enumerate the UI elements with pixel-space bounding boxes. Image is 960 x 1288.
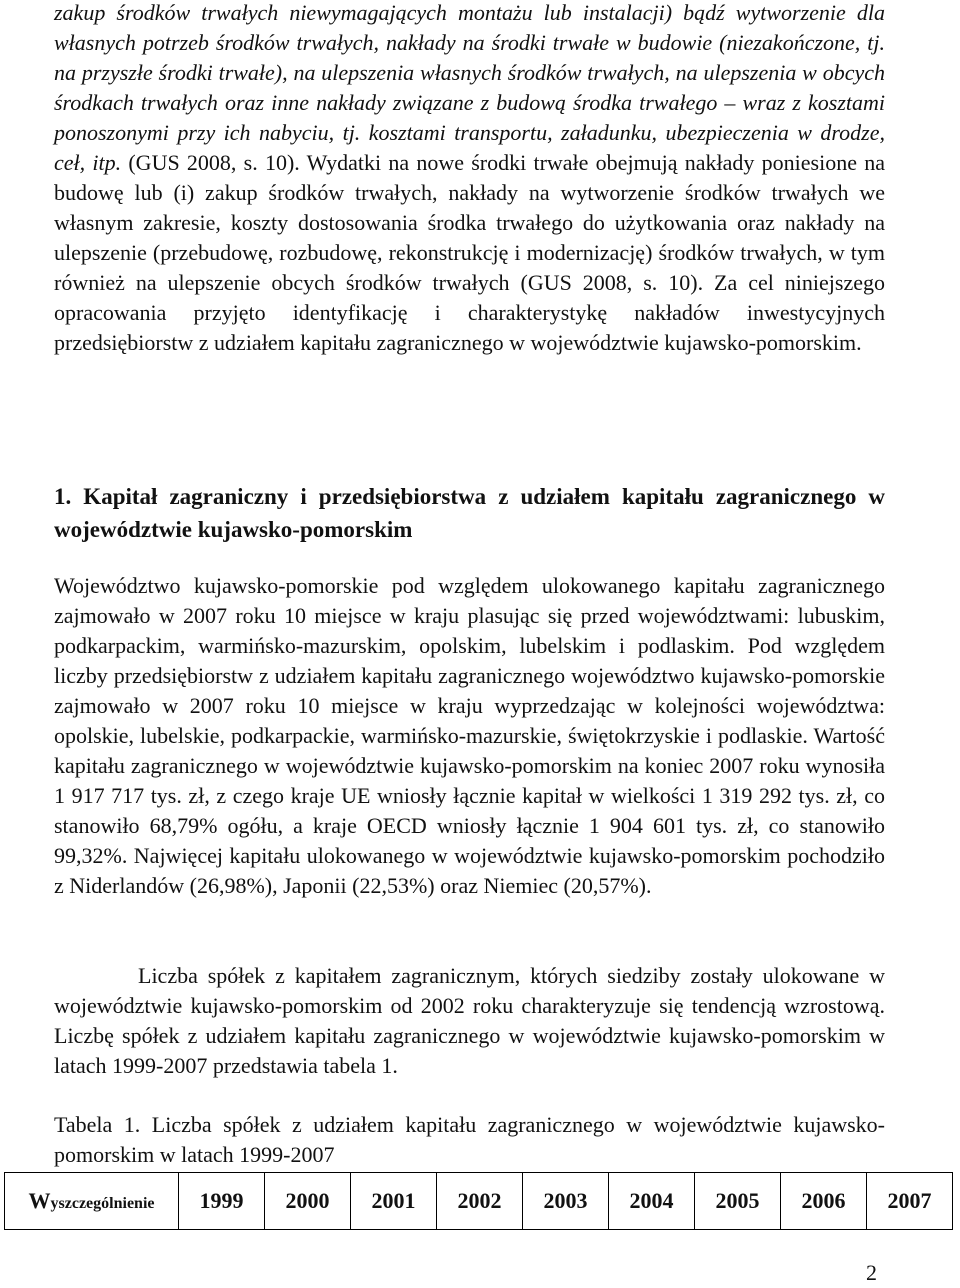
table-header-row xyxy=(5,1173,953,1230)
intro-italic-text: zakup środków trwałych niewymagających montażu lub instalacji) bądź wytworzenie dla własnych potrzeb środków trwałych, nakłady na środki trwałe w budowie (niezakończone, tj. na przyszłe środki trwałe), na ulepszenia własnych środków trwałych, na ulepszenia w obcych środkach trwałych oraz inne nakłady związane z budową środka trwałego – wraz z kosztami ponoszonymi przy ich nabyciu, tj. kosztami transportu, załadunku, ubezpieczenia w drodze, ceł, itp. xyxy=(54,0,885,175)
body-paragraph-1: Województwo kujawsko-pomorskie pod względem ulokowanego kapitału zagranicznego zajmowało w 2007 roku 10 miejsce w kraju plasując się przed województwami: lubuskim, podkarpackim, warmińsko-mazurskim, opolskim, lubelskim i podlaskim. Pod względem liczby przedsiębiorstw z udziałem kapitału zagranicznego województwo kujawsko-pomorskie zajmowało w 2007 roku 10 miejsce w kraju wyprzedzając w kolejności województwa: opolskie, lubelskie, podkarpackie, warmińsko-mazurskie, świętokrzyskie i podlaskie. Wartość kapitału zagranicznego w województwie kujawsko-pomorskim na koniec 2007 roku wynosiła 1 917 717 tys. zł, z czego kraje UE wniosły łącznie kapitał w wielkości 1 319 292 tys. zł, co stanowiło 68,79% ogółu, a kraje OECD wniosły łącznie 1 904 601 tys. zł, co stanowiło 99,32%. Najwięcej kapitału ulokowanego w województwie kujawsko-pomorskim pochodziło z Niderlandów (26,98%), Japonii (22,53%) oraz Niemiec (20,57%). xyxy=(54,573,885,898)
year-header: 2004 xyxy=(609,1173,695,1230)
table-caption: Tabela 1. Liczba spółek z udziałem kapitału zagranicznego w województwie kujawsko-pomorskim w latach 1999-2007 xyxy=(54,1112,885,1167)
year-header: 2007 xyxy=(867,1173,953,1230)
table-header-label xyxy=(5,1173,179,1230)
section-heading: 1. Kapitał zagraniczny i przedsiębiorstwa z udziałem kapitału zagranicznego w województwie kujawsko-pomorskim xyxy=(54,484,885,542)
data-table xyxy=(4,1172,953,1230)
year-header: 2000 xyxy=(265,1173,351,1230)
intro-paragraph xyxy=(54,0,885,358)
header-first-letter: W xyxy=(28,1188,51,1213)
year-header: 2003 xyxy=(523,1173,609,1230)
intro-regular-text: (GUS 2008, s. 10). Wydatki na nowe środki trwałe obejmują nakłady poniesione na budowę lub (i) zakup środków trwałych, nakłady na wytworzenie środków trwałych we własnym zakresie, koszty dostosowania środka trwałego do użytkowania oraz nakłady na ulepszenie (przebudowę, rozbudowę, rekonstrukcję i modernizację) środków trwałych, w tym również na ulepszenie obcych środków trwałych (GUS 2008, s. 10). Za cel niniejszego opracowania przyjęto identyfikację i charakterystykę nakładów inwestycyjnych przedsiębiorstw z udziałem kapitału zagranicznego w województwie kujawsko-pomorskim. xyxy=(54,150,885,355)
year-header: 1999 xyxy=(179,1173,265,1230)
year-header: 2002 xyxy=(437,1173,523,1230)
year-header: 2001 xyxy=(351,1173,437,1230)
year-header: 2006 xyxy=(781,1173,867,1230)
header-rest: yszczególnienie xyxy=(50,1195,155,1212)
year-header: 2005 xyxy=(695,1173,781,1230)
page-number: 2 xyxy=(866,1260,877,1285)
body-paragraph-2: Liczba spółek z kapitałem zagranicznym, których siedziby zostały ulokowane w województwie kujawsko-pomorskim od 2002 roku charakteryzuje się tendencją wzrostową. Liczbę spółek z udziałem kapitału zagranicznego w województwie kujawsko-pomorskim w latach 1999-2007 przedstawia tabela 1. xyxy=(54,963,885,1078)
